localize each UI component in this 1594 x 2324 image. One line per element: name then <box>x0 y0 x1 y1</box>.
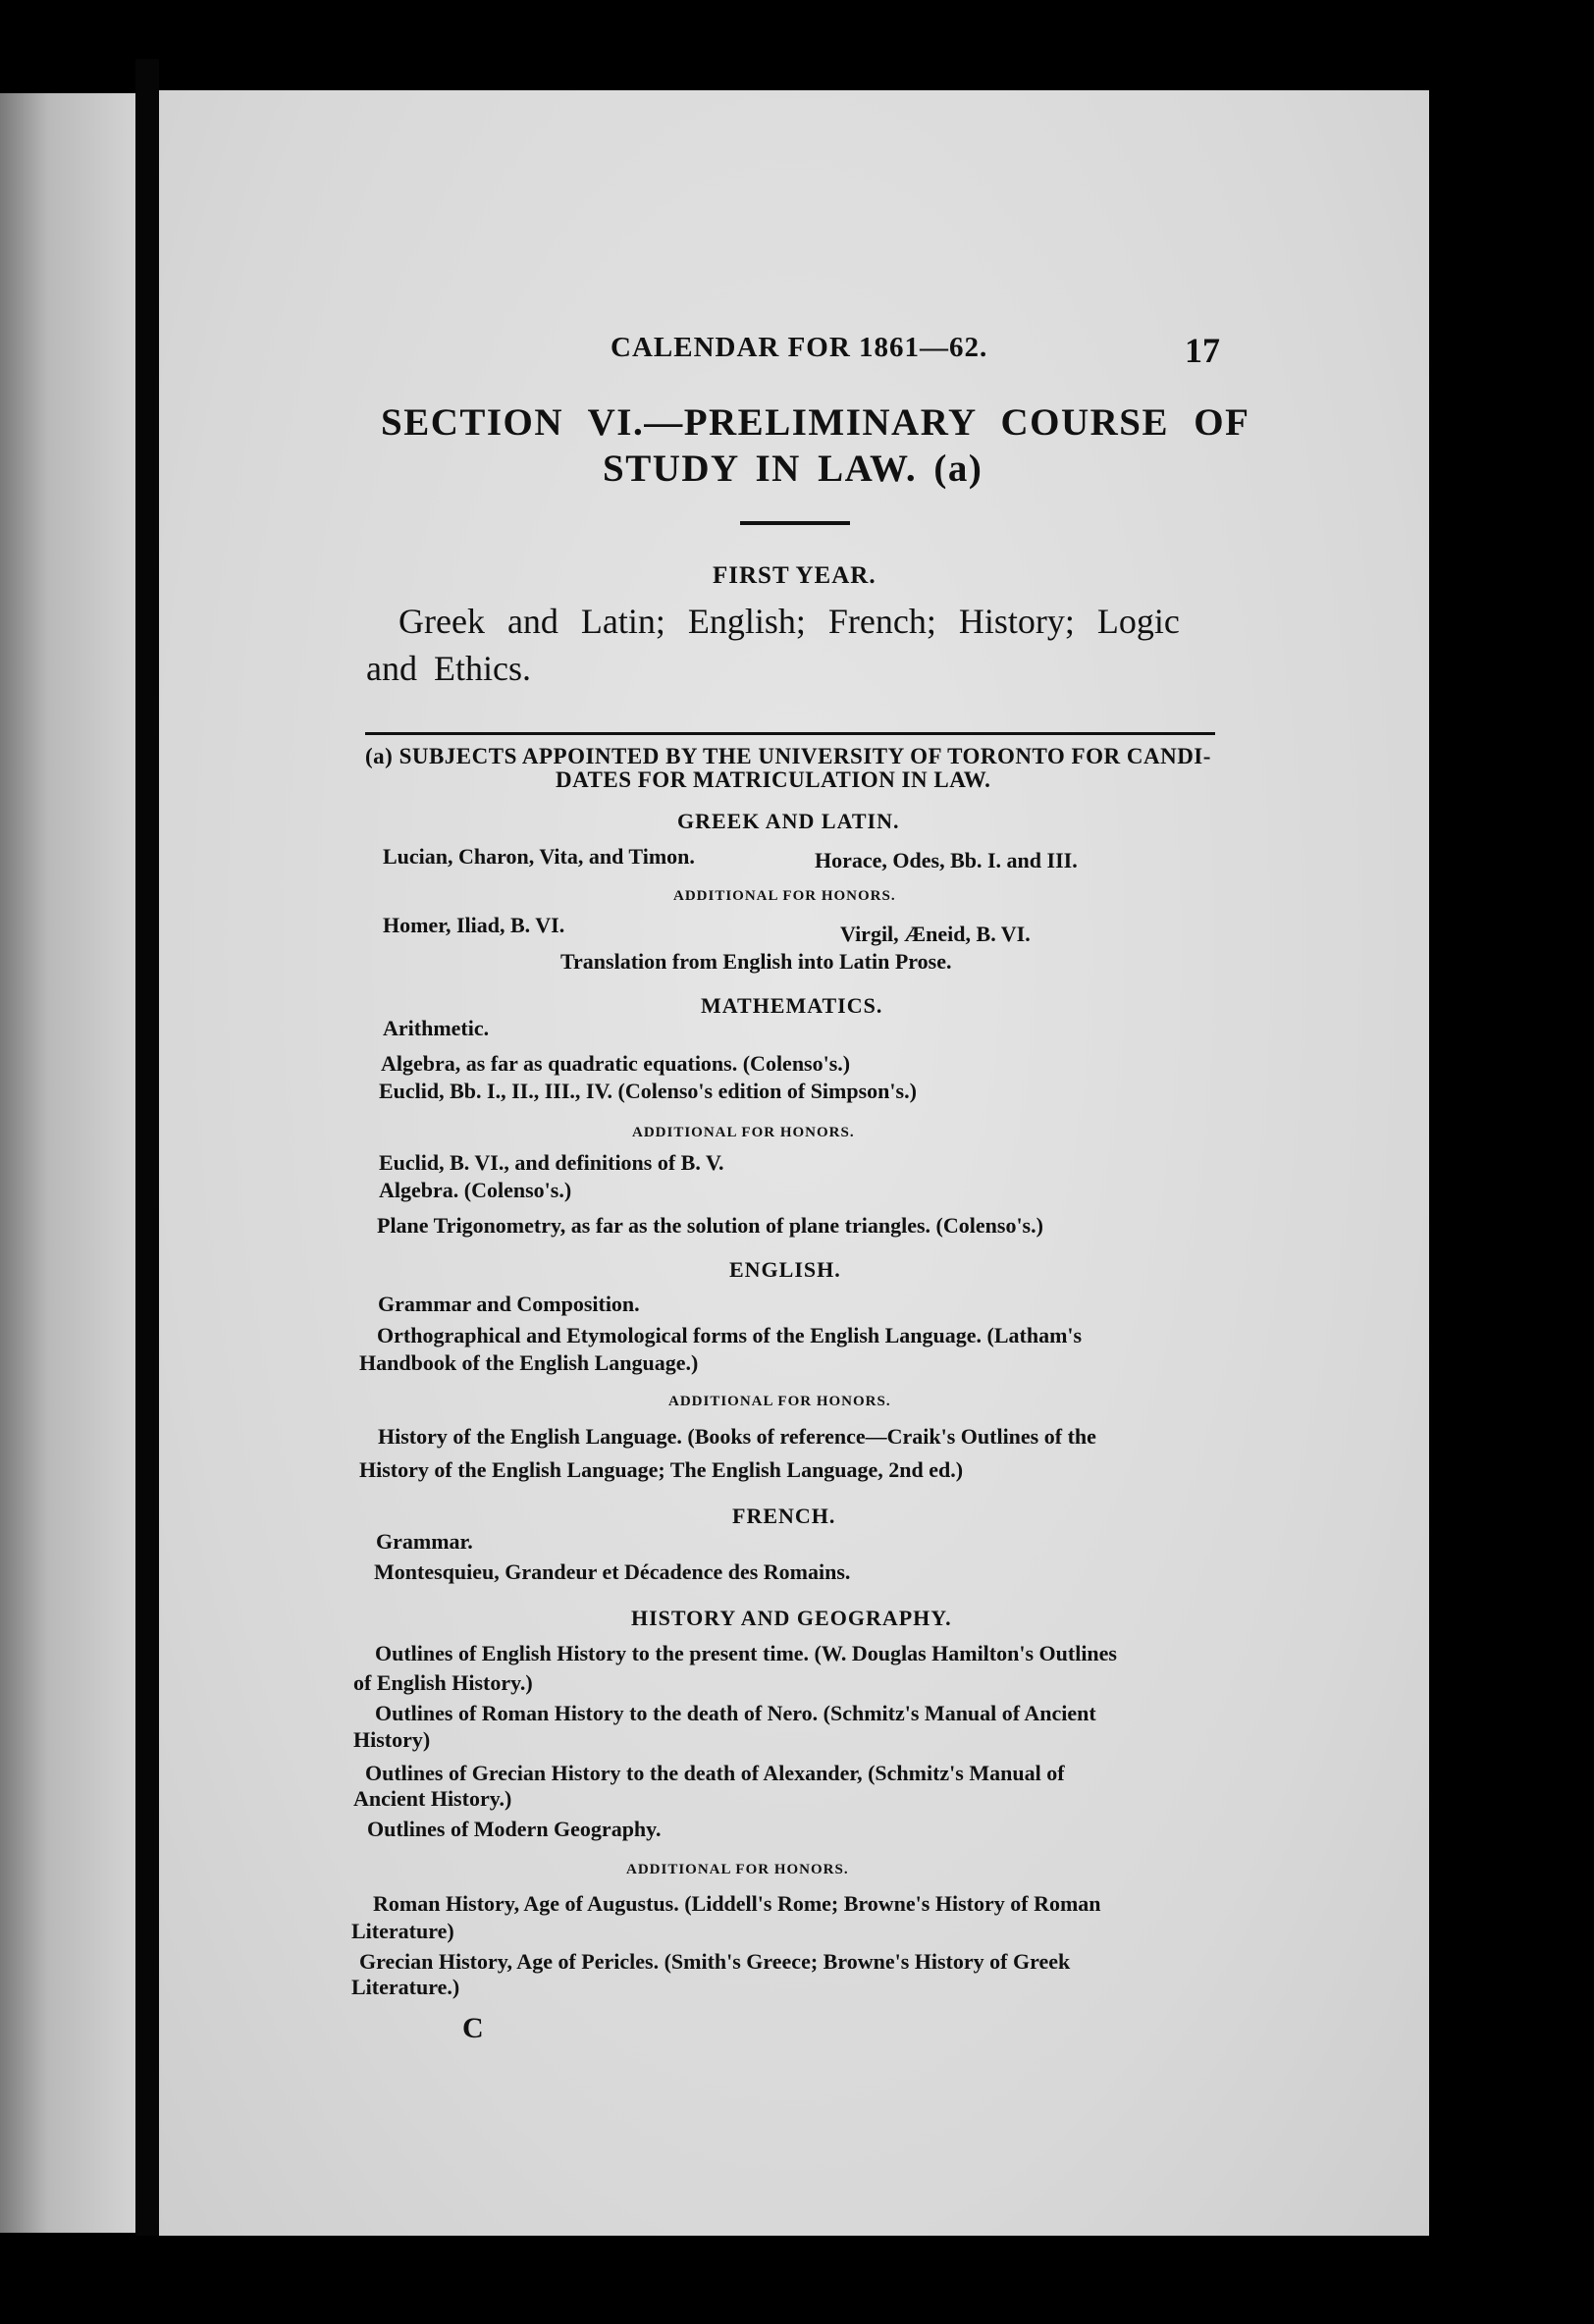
english-line: Handbook of the English Language.) <box>359 1350 699 1375</box>
greek-latin-heading: GREEK AND LATIN. <box>677 809 900 833</box>
english-honors-line: History of the English Language. (Books of reference—Craik's Outlines of the <box>378 1424 1096 1449</box>
history-line: Outlines of Roman History to the death of Nero. (Schmitz's Manual of Ancient <box>375 1701 1096 1725</box>
mathematics-honors-line: Plane Trigonometry, as far as the solution of plane triangles. (Colenso's.) <box>377 1213 1043 1238</box>
history-line: of English History.) <box>353 1670 533 1695</box>
footnote-heading-line1: (a) SUBJECTS APPOINTED BY THE UNIVERSITY OF TORONTO FOR CANDI- <box>365 744 1211 768</box>
french-line: Montesquieu, Grandeur et Décadence des Romains. <box>374 1559 851 1584</box>
greek-latin-left2: Homer, Iliad, B. VI. <box>383 913 565 937</box>
scan-bottom-border <box>0 2236 1594 2324</box>
english-additional: ADDITIONAL FOR HONORS. <box>668 1394 891 1409</box>
english-line: Orthographical and Etymological forms of the English Language. (Latham's <box>377 1323 1083 1347</box>
english-heading: ENGLISH. <box>729 1257 841 1282</box>
signature-mark: C <box>462 2012 484 2044</box>
history-line: Outlines of Grecian History to the death of Alexander, (Schmitz's Manual of <box>365 1761 1065 1785</box>
history-line: History) <box>353 1727 431 1752</box>
first-year-heading: FIRST YEAR. <box>713 562 877 589</box>
greek-latin-right1: Horace, Odes, Bb. I. and III. <box>815 848 1078 872</box>
mathematics-heading: MATHEMATICS. <box>701 993 883 1018</box>
section-divider <box>740 521 850 525</box>
mathematics-additional: ADDITIONAL FOR HONORS. <box>632 1125 855 1140</box>
greek-latin-translation: Translation from English into Latin Prose. <box>560 949 952 974</box>
history-honors-line: Grecian History, Age of Pericles. (Smith's Greece; Browne's History of Greek <box>359 1949 1071 1974</box>
mathematics-honors-line: Euclid, B. VI., and definitions of B. V. <box>379 1150 724 1175</box>
history-heading: HISTORY AND GEOGRAPHY. <box>631 1606 952 1630</box>
facing-page-edge <box>0 93 137 2233</box>
greek-latin-left1: Lucian, Charon, Vita, and Timon. <box>383 844 695 869</box>
mathematics-line: Arithmetic. <box>383 1016 490 1040</box>
french-line: Grammar. <box>376 1529 473 1554</box>
mathematics-honors-line: Algebra. (Colenso's.) <box>379 1178 572 1202</box>
history-additional: ADDITIONAL FOR HONORS. <box>626 1862 849 1877</box>
book-spine <box>135 59 159 2257</box>
running-title: CALENDAR FOR 1861—62. <box>611 332 988 363</box>
first-year-subjects-line1: Greek and Latin; English; French; History; Logic <box>398 602 1180 641</box>
greek-latin-right2: Virgil, Æneid, B. VI. <box>840 922 1031 946</box>
history-line: Outlines of English History to the present time. (W. Douglas Hamilton's Outlines <box>375 1641 1117 1665</box>
first-year-subjects-line2: and Ethics. <box>366 649 531 688</box>
mathematics-line: Euclid, Bb. I., II., III., IV. (Colenso's edition of Simpson's.) <box>379 1079 917 1103</box>
footnote-heading-line2: DATES FOR MATRICULATION IN LAW. <box>556 767 991 792</box>
scan-right-border <box>1429 0 1594 2324</box>
footnote-divider <box>365 732 1215 735</box>
greek-latin-additional: ADDITIONAL FOR HONORS. <box>673 888 896 904</box>
history-honors-line: Literature) <box>351 1919 454 1943</box>
history-line: Ancient History.) <box>353 1786 512 1811</box>
history-honors-line: Roman History, Age of Augustus. (Liddell's Rome; Browne's History of Roman <box>373 1891 1101 1916</box>
english-honors-line: History of the English Language; The English Language, 2nd ed.) <box>359 1457 964 1482</box>
english-line: Grammar and Composition. <box>378 1292 640 1316</box>
history-honors-line: Literature.) <box>351 1975 460 1999</box>
section-title-line2: STUDY IN LAW. (a) <box>603 448 983 490</box>
section-title-line1: SECTION VI.—PRELIMINARY COURSE OF <box>381 401 1250 444</box>
history-line: Outlines of Modern Geography. <box>367 1817 662 1841</box>
mathematics-line: Algebra, as far as quadratic equations. (Colenso's.) <box>381 1051 851 1076</box>
french-heading: FRENCH. <box>732 1504 836 1528</box>
page-number: 17 <box>1185 331 1220 370</box>
